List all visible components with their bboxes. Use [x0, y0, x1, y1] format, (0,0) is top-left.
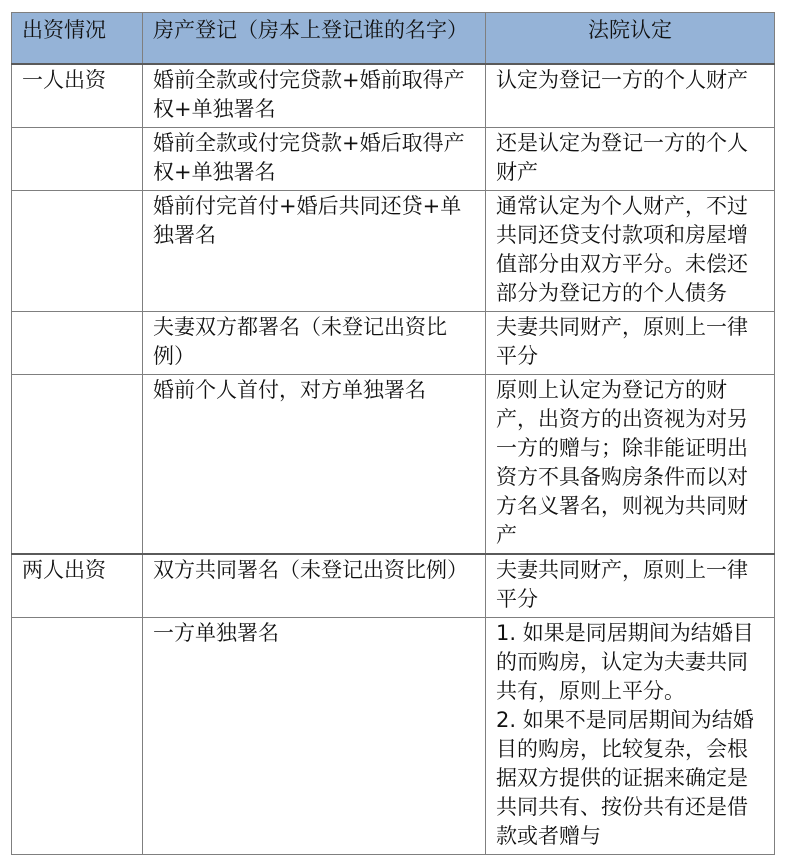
custody-table: [11, 12, 775, 855]
header-funding: 出资情况: [12, 13, 143, 65]
registration-cell: 夫妻双方都署名（未登记出资比例）: [143, 312, 486, 375]
registration-cell: 婚前全款或付完贷款+婚后取得产权+单独署名: [143, 128, 486, 191]
ruling-text: 还是认定为登记一方的个人财产: [496, 131, 748, 184]
registration-cell: 双方共同署名（未登记出资比例）: [143, 554, 486, 618]
registration-cell: 一方单独署名: [143, 618, 486, 855]
ruling-text: 夫妻共同财产，原则上一律平分: [496, 558, 748, 611]
table-row: [12, 554, 775, 618]
ruling-cell: [486, 554, 775, 618]
table-row: [12, 128, 775, 191]
ruling-cell: [486, 128, 775, 191]
ruling-cell: [486, 191, 775, 312]
registration-cell: 婚前全款或付完贷款+婚前取得产权+单独署名: [143, 64, 486, 128]
table-row: [12, 618, 775, 855]
header-row: [12, 13, 775, 65]
ruling-item-2: 2. 如果不是同居期间为结婚目的购房，比较复杂，会根据双方提供的证据来确定是共同共有、按份共有还是借款或者赠与: [496, 708, 754, 848]
funding-cell: [12, 618, 143, 855]
header-ruling: 法院认定: [486, 13, 775, 65]
ruling-cell: [486, 64, 775, 128]
funding-cell: [12, 191, 143, 312]
ruling-item-1: 1. 如果是同居期间为结婚目的而购房，认定为夫妻共同共有，原则上平分。: [496, 621, 754, 703]
funding-cell: [12, 128, 143, 191]
ruling-text: 认定为登记一方的个人财产: [496, 68, 748, 92]
ruling-cell: [486, 375, 775, 555]
ruling-cell: [486, 618, 775, 855]
table-row: [12, 312, 775, 375]
ruling-text: 夫妻共同财产，原则上一律平分: [496, 315, 748, 368]
funding-cell: 一人出资: [12, 64, 143, 128]
registration-cell: 婚前个人首付，对方单独署名: [143, 375, 486, 555]
header-registration: 房产登记（房本上登记谁的名字）: [143, 13, 486, 65]
funding-cell: 两人出资: [12, 554, 143, 618]
funding-cell: [12, 375, 143, 555]
funding-cell: [12, 312, 143, 375]
ruling-text: 通常认定为个人财产，不过共同还贷支付款项和房屋增值部分由双方平分。未偿还部分为登记方的个人债务: [496, 194, 748, 305]
registration-cell: 婚前付完首付+婚后共同还贷+单独署名: [143, 191, 486, 312]
ruling-text: 原则上认定为登记方的财产，出资方的出资视为对另一方的赠与；除非能证明出资方不具备购房条件而以对方名义署名，则视为共同财产: [496, 378, 748, 547]
table-row: [12, 375, 775, 555]
table-row: [12, 191, 775, 312]
ruling-cell: [486, 312, 775, 375]
table-row: [12, 64, 775, 128]
